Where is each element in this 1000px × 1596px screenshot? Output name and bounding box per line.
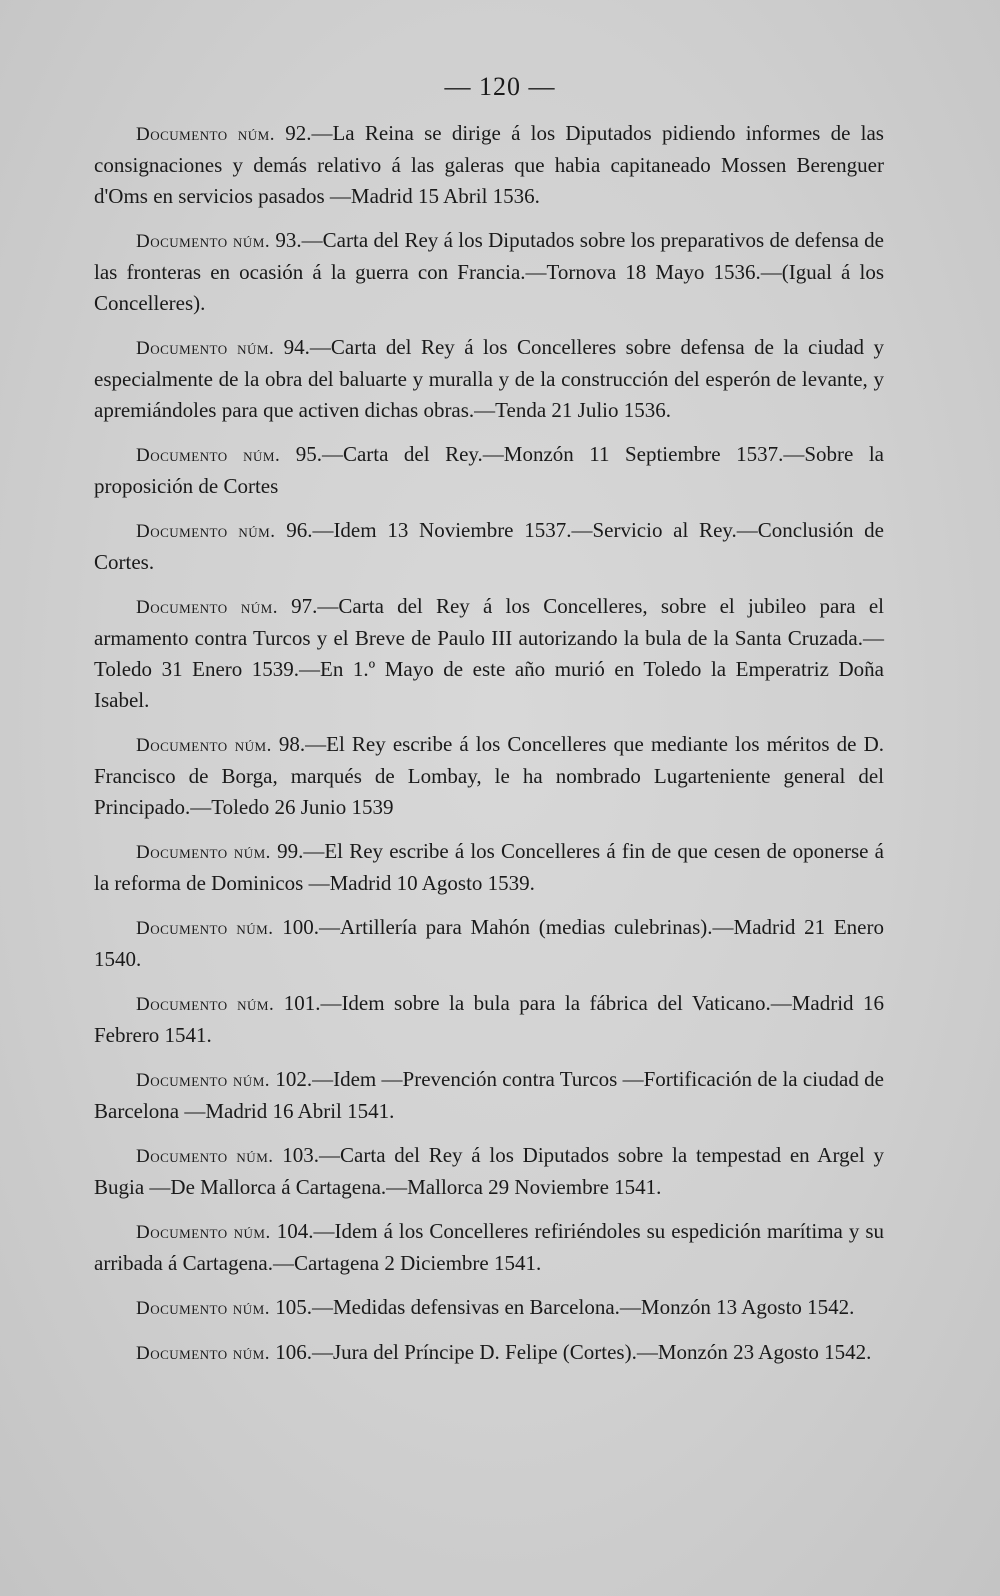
entry-label: Documento núm. [136, 521, 276, 542]
entry-label: Documento núm. [136, 1298, 270, 1319]
entry-text: 99.—El Rey escribe á los Concelleres á fin de que cesen de oponerse á la reforma de Dominicos —Madrid 10 Agosto 1539. [94, 839, 884, 895]
entry-text: 94.—Carta del Rey á los Concelleres sobre defensa de la ciudad y especialmente de la obra del baluarte y muralla y de la construcción del esperón de levante, y apremiándoles para que activen dichas obras.—Tenda 21 Julio 1536. [94, 335, 884, 422]
entry-text: 105.—Medidas defensivas en Barcelona.—Monzón 13 Agosto 1542. [270, 1295, 855, 1319]
entry-label: Documento núm. [136, 842, 271, 863]
entry-label: Documento núm. [136, 445, 281, 466]
document-entry [94, 118, 884, 212]
entry-text: 106.—Jura del Príncipe D. Felipe (Cortes).—Monzón 23 Agosto 1542. [270, 1340, 872, 1364]
entry-text: 103.—Carta del Rey á los Diputados sobre la tempestad en Argel y Bugia —De Mallorca á Cartagena.—Mallorca 29 Noviembre 1541. [94, 1143, 884, 1199]
entry-text: 100.—Artillería para Mahón (medias culebrinas).—Madrid 21 Enero 1540. [94, 915, 884, 971]
entry-text: 92.—La Reina se dirige á los Diputados pidiendo informes de las consignaciones y demás relativo á las galeras que habia capitaneado Mossen Berenguer d'Oms en servicios pasados —Madrid 15 Abril 1536. [94, 121, 884, 208]
document-entry [94, 439, 884, 502]
entry-label: Documento núm. [136, 1146, 274, 1167]
document-entry [94, 1337, 884, 1369]
entry-text: 102.—Idem —Prevención contra Turcos —Fortificación de la ciudad de Barcelona —Madrid 16 Abril 1541. [94, 1067, 884, 1123]
document-entries [94, 118, 884, 1382]
document-entry [94, 1292, 884, 1324]
page-number: — 120 — [444, 72, 556, 101]
entry-text: 95.—Carta del Rey.—Monzón 11 Septiembre 1537.—Sobre la proposición de Cortes [94, 442, 884, 498]
entry-label: Documento núm. [136, 1070, 271, 1091]
entry-text: 96.—Idem 13 Noviembre 1537.—Servicio al Rey.—Conclusión de Cortes. [94, 518, 884, 574]
document-entry [94, 225, 884, 319]
entry-text: 93.—Carta del Rey á los Diputados sobre los preparativos de defensa de las fronteras en ocasión á la guerra con Francia.—Tornova 18 Mayo 1536.—(Igual á los Concelleres). [94, 228, 884, 315]
entry-label: Documento núm. [136, 1343, 270, 1364]
entry-label: Documento núm. [136, 338, 275, 359]
document-entry [94, 591, 884, 716]
document-entry [94, 1140, 884, 1203]
entry-text: 97.—Carta del Rey á los Concelleres, sobre el jubileo para el armamento contra Turcos y el Breve de Paulo III autorizando la bula de la Santa Cruzada.—Toledo 31 Enero 1539.—En 1.º Mayo de este año murió en Toledo la Emperatriz Doña Isabel. [94, 594, 884, 712]
document-entry [94, 836, 884, 899]
document-entry [94, 988, 884, 1051]
entry-text: 101.—Idem sobre la bula para la fábrica del Vaticano.—Madrid 16 Febrero 1541. [94, 991, 884, 1047]
document-entry [94, 1064, 884, 1127]
entry-label: Documento núm. [136, 597, 278, 618]
document-entry [94, 515, 884, 578]
document-entry [94, 332, 884, 426]
entry-text: 98.—El Rey escribe á los Concelleres que mediante los méritos de D. Francisco de Borga, marqués de Lombay, le ha nombrado Lugarteniente general del Principado.—Toledo 26 Junio 1539 [94, 732, 884, 819]
entry-text: 104.—Idem á los Concelleres refiriéndoles su espedición marítima y su arribada á Cartagena.—Cartagena 2 Diciembre 1541. [94, 1219, 884, 1275]
entry-label: Documento núm. [136, 1222, 271, 1243]
document-entry [94, 729, 884, 823]
entry-label: Documento núm. [136, 231, 271, 252]
entry-label: Documento núm. [136, 735, 272, 756]
document-entry [94, 1216, 884, 1279]
entry-label: Documento núm. [136, 994, 275, 1015]
document-entry [94, 912, 884, 975]
entry-label: Documento núm. [136, 124, 275, 145]
entry-label: Documento núm. [136, 918, 274, 939]
